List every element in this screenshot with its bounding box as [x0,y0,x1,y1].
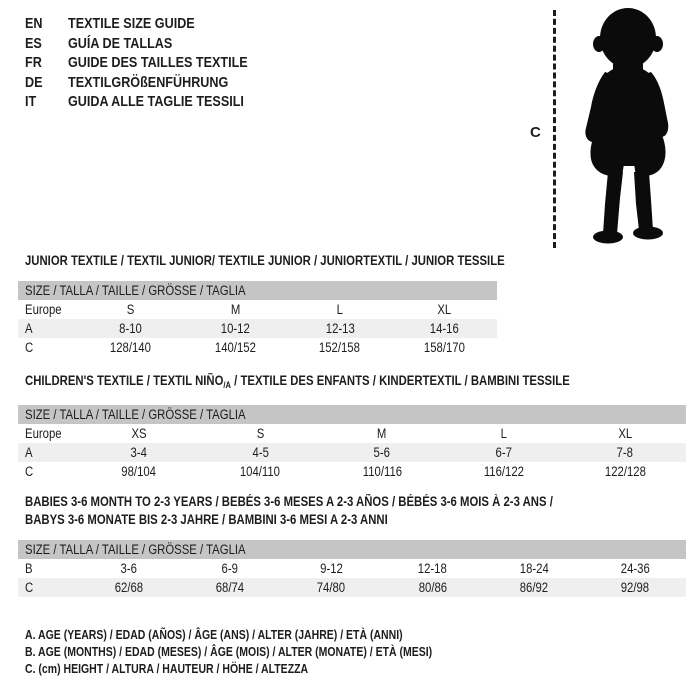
height-cell: 122/128 [604,464,646,479]
language-code: IT [25,93,37,111]
language-row-de [25,73,282,93]
height-cell: 110/116 [362,464,402,479]
row-label: A [25,321,33,336]
age-cell: 12-18 [418,561,448,576]
height-cell: 128/140 [109,340,151,355]
language-code: ES [25,34,42,52]
age-cell: 4-5 [252,445,269,460]
language-label: GUÍA DE TALLAS [68,34,173,52]
size-cell: XL [437,302,452,317]
row-label: B [25,561,33,576]
size-cell: L [500,426,507,441]
size-cell: S [256,426,265,441]
height-cell: 92/98 [621,580,650,595]
table-row-height [18,462,686,481]
language-label: GUIDE DES TAILLES TEXTILE [68,54,248,72]
language-label: TEXTILE SIZE GUIDE [68,15,195,33]
language-label: TEXTILGRÖßENFÜHRUNG [68,73,229,91]
height-cell: 86/92 [519,580,549,595]
height-cell: 74/80 [317,580,346,595]
height-cell: 62/68 [114,580,143,595]
row-label: Europe [25,426,62,441]
row-label: C [25,464,34,479]
row-label: C [25,340,34,355]
toddler-silhouette-icon [562,6,697,251]
row-label: A [25,445,33,460]
language-code: FR [25,54,42,72]
legend-footnotes [25,626,510,677]
language-row-es [25,34,282,54]
toddler-height-figure [522,4,700,254]
age-cell: 18-24 [519,561,549,576]
language-code: DE [25,73,43,91]
age-cell: 3-6 [120,561,137,576]
row-label: Europe [25,302,62,317]
size-header-bar: SIZE / TALLA / TAILLE / GRÖSSE / TAGLIA [18,540,686,559]
size-header-bar: SIZE / TALLA / TAILLE / GRÖSSE / TAGLIA [18,405,686,424]
language-row-it [25,92,282,112]
size-cell: XS [131,426,147,441]
age-cell: 6-9 [221,561,239,576]
height-cell: 158/170 [424,340,466,355]
junior-table-title: JUNIOR TEXTILE / TEXTIL JUNIOR/ TEXTILE JUNIOR / JUNIORTEXTIL / JUNIOR TESSILE [25,253,505,268]
title-subscript: /A [223,380,231,390]
height-measure-label: C [530,124,541,141]
footnote-height-cm: C. (cm) HEIGHT / ALTURA / HAUTEUR / HÖHE / ALTEZZA [25,661,309,676]
children-table-title: CHILDREN'S TEXTILE / TEXTIL $NIÑO_{/A}$ / TEXTILE DES ENFANTS / KINDERTEXTIL / BAMBINI TESSILE [25,373,570,390]
age-cell: 6-7 [495,445,512,460]
height-measure-dashed-line [553,10,556,248]
table-row-height [18,338,497,357]
size-cell: S [126,302,135,317]
age-cell: 7-8 [616,445,634,460]
language-code: EN [25,15,43,33]
height-cell: 152/158 [319,340,361,355]
age-cell: 8-10 [119,321,142,336]
age-cell: 10-12 [220,321,250,336]
table-row-europe [18,300,497,319]
babies-size-table [18,540,686,597]
language-label: GUIDA ALLE TAGLIE TESSILI [68,93,244,111]
footnote-age-months: B. AGE (MONTHS) / EDAD (MESES) / ÂGE (MOIS) / ALTER (MONATE) / ETÀ (MESI) [25,644,433,659]
height-cell: 68/74 [215,580,245,595]
table-row-age-months [18,559,686,578]
table-row-height [18,578,686,597]
age-cell: 3-4 [130,445,147,460]
age-cell: 12-13 [325,321,355,336]
age-cell: 9-12 [319,561,343,576]
language-title-list [25,14,282,112]
size-cell: M [377,426,387,441]
size-cell: L [336,302,344,317]
size-cell: XL [618,426,633,441]
row-label: C [25,580,34,595]
height-cell: 80/86 [418,580,447,595]
height-cell: 104/110 [240,464,281,479]
size-cell: M [230,302,240,317]
age-cell: 14-16 [430,321,460,336]
language-row-en [25,14,282,34]
children-size-table [18,405,686,481]
junior-size-table [18,281,497,357]
size-header-bar: SIZE / TALLA / TAILLE / GRÖSSE / TAGLIA [18,281,497,300]
age-cell: 24-36 [620,561,650,576]
footnote-age-years: A. AGE (YEARS) / EDAD (AÑOS) / ÂGE (ANS) / ALTER (JAHRE) / ETÀ (ANNI) [25,627,403,642]
table-row-age [18,319,497,338]
height-cell: 98/104 [121,464,157,479]
table-row-europe [18,424,686,443]
age-cell: 5-6 [373,445,391,460]
language-row-fr [25,53,282,73]
height-cell: 116/122 [483,464,524,479]
table-row-age [18,443,686,462]
babies-table-title: BABIES 3-6 MONTH TO 2-3 YEARS / BEBÉS 3-6 MESES A 2-3 AÑOS / BÉBÉS 3-6 MOIS À 2-3 ANS / BABYS 3-6 MONATE BIS 2-3 JAHRE / BAMBINI 3-6 MESI A 2-3 ANNI [25,494,553,527]
height-cell: 140/152 [214,340,256,355]
